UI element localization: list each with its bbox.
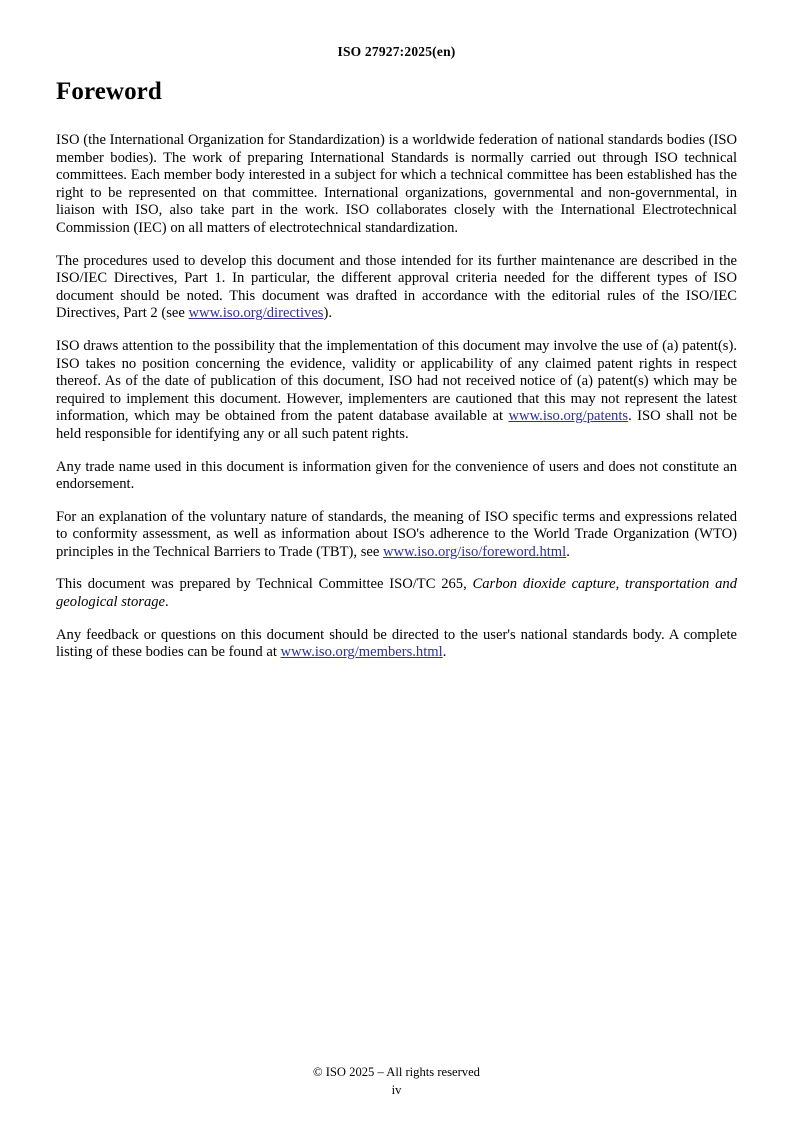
paragraph-7 (56, 627, 737, 662)
committee-scope-title: Carbon dioxide capture, transportation and geological storage (56, 576, 737, 611)
paragraph-6-text-before: This document was prepared by Technical Committee ISO/TC 265, (56, 576, 473, 593)
paragraph-3 (56, 338, 737, 444)
footer-page-number: iv (391, 1083, 402, 1097)
paragraph-1: ISO (the International Organization for Standardization) is a worldwide federation of national standards bodies (ISO member bodies). The work of preparing International Standards is normally carried out through ISO technical committees. Each member body interested in a subject for which a technical committee has been established has the right to be represented on that committee. International organizations, governmental and non-governmental, in liaison with ISO, also take part in the work. ISO collaborates closely with the International Electrotechnical Commission (IEC) on all matters of electrotechnical standardization. (56, 132, 737, 236)
link-iso-patents[interactable]: www.iso.org/patents (508, 408, 629, 425)
paragraph-2-text-after: ). (323, 305, 333, 322)
document-content (56, 78, 737, 662)
link-iso-directives[interactable]: www.iso.org/directives (188, 305, 324, 322)
paragraph-4: Any trade name used in this document is information given for the convenience of users and does not constitute an endorsement. (56, 458, 737, 493)
paragraph-5-text-before: For an explanation of the voluntary nature of standards, the meaning of ISO specific terms and expressions related to conformity assessment, as well as information about ISO's adherence to the World Trade Organization (WTO) principles in the Technical Barriers to Trade (TBT), see (56, 508, 737, 560)
paragraph-3-text-after: . ISO shall not be held responsible for identifying any or all such patent rights. (56, 408, 737, 442)
paragraph-7-text-after: . (442, 644, 447, 661)
paragraph-2-text-before: The procedures used to develop this document and those intended for its further maintenance are described in the ISO/IEC Directives, Part 1. In particular, the different approval criteria needed for the different types of ISO document should be noted. This document was drafted in accordance with the editorial rules of the ISO/IEC Directives, Part 2 (see (56, 252, 737, 322)
paragraph-3-text-before: ISO draws attention to the possibility that the implementation of this document may involve the use of (a) patent(s). ISO takes no position concerning the evidence, validity or applicability of any claimed patent rights in respect thereof. As of the date of publication of this document, ISO had not received notice of (a) patent(s) which may be required to implement this document. However, implementers are cautioned that this may not represent the latest information, which may be obtained from the patent database available at (56, 337, 737, 425)
paragraph-6 (56, 576, 737, 611)
footer-copyright: © ISO 2025 – All rights reserved (313, 1065, 480, 1079)
paragraph-2 (56, 253, 737, 323)
paragraph-5-text-after: . (566, 543, 570, 560)
paragraph-5 (56, 509, 737, 562)
link-iso-foreword[interactable]: www.iso.org/iso/foreword.html (382, 543, 567, 560)
document-header-title: ISO 27927:2025(en) (337, 44, 456, 59)
paragraph-7-text-before: Any feedback or questions on this document should be directed to the user's national standards body. A complete listing of these bodies can be found at (56, 626, 737, 661)
paragraph-6-text-after: . (165, 594, 169, 611)
link-iso-members[interactable]: www.iso.org/members.html (280, 644, 443, 661)
section-heading: Foreword (56, 78, 162, 105)
